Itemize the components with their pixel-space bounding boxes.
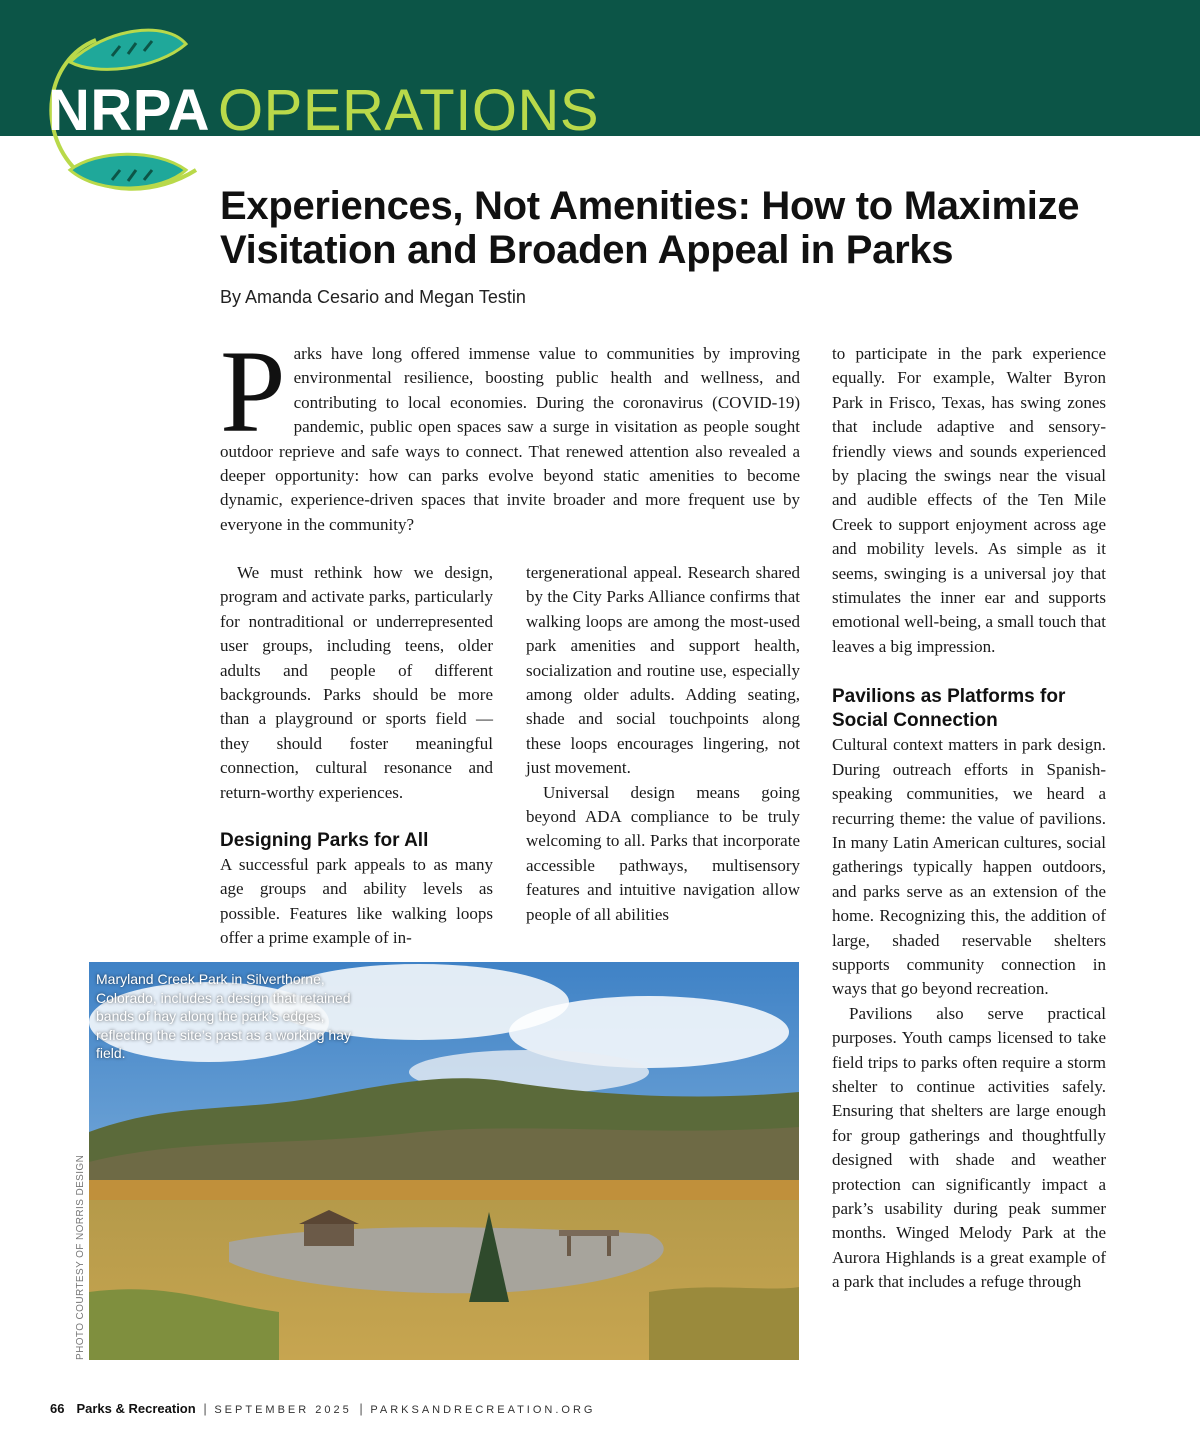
paragraph: Cultural context matters in park design. During outreach efforts in Spanish-speaking communities, we heard a recurring theme: the value of pavilions. In many Latin American cultures, social gatherings typically happen outdoors, and parks serve as an extension of the home. Recognizing this, the addition of large, shaded reservable shelters supports community connection in ways that go beyond recreation.: [832, 735, 1106, 999]
paragraph: Pavilions also serve practical purposes. Youth camps licensed to take field trips to parks often require a storm shelter to continue activities safely. Ensuring that shelters are large enough for group gatherings and thoughtfully designed with shade and weather protection can significantly impact a park’s usability during peak summer months. Winged Melody Park at the Aurora Highlands is a great example of a park that includes a refuge through: [832, 1003, 1106, 1292]
photo-caption: Maryland Creek Park in Silverthorne, Colorado, includes a design that retained bands of hay along the park’s edges, reflecting the site’s past as a working hay field.: [96, 971, 351, 1061]
section-name: OPERATIONS: [218, 78, 600, 143]
page-number: 66: [50, 1401, 65, 1416]
paragraph: A successful park appeals to as many age groups and ability levels as possible. Features like walking loops offer a prime example of in-: [220, 855, 493, 948]
issue-date: SEPTEMBER 2025: [214, 1404, 352, 1416]
photo-credit: PHOTO COURTESY OF NORRIS DESIGN: [75, 1154, 86, 1360]
column-left: [220, 561, 493, 951]
website-link[interactable]: PARKSANDRECREATION.ORG: [370, 1404, 596, 1416]
subhead-designing-parks: Designing Parks for All: [220, 830, 429, 852]
org-name: NRPA: [48, 78, 211, 143]
page-footer: [50, 1401, 595, 1416]
column-middle: [526, 561, 800, 927]
leaf-top-icon: [70, 30, 186, 69]
magazine-name: Parks & Recreation: [76, 1401, 196, 1416]
byline: By Amanda Cesario and Megan Testin: [220, 287, 526, 307]
paragraph: Universal design means going beyond ADA compliance to be truly welcoming to all. Parks that incorporate accessible pathways, multisensory features and intuitive navigation allow people of all abilities: [526, 782, 800, 924]
footer-separator: |: [359, 1401, 363, 1416]
section-title: [48, 80, 599, 142]
paragraph: to participate in the park experience equally. For example, Walter Byron Park in Frisco, Texas, has swing zones that include adaptive and sensory-friendly views and sounds experienced by placing the swings near the visual and audible effects of the Ten Mile Creek to support enjoyment across age and mobility levels. As simple as it seems, swinging is a universal joy that stimulates the inner ear and supports emotional well-being, a small touch that leaves a big impression.: [832, 344, 1106, 656]
subhead-pavilions: Pavilions as Platforms for Social Connection: [832, 686, 1066, 732]
paragraph: We must rethink how we design, program and activate parks, particularly for nontraditional or underrepresented user groups, including teens, older adults and people of different backgrounds. Parks should be more than a playground or sports field — they should foster meaningful connection, cultural resonance and return-worthy experiences.: [220, 563, 493, 802]
article-title: Experiences, Not Amenities: How to Maximize Visitation and Broaden Appeal in Parks: [220, 184, 1080, 272]
intro-paragraph: [220, 326, 800, 537]
drop-cap: P: [220, 326, 286, 457]
column-right: [832, 342, 1106, 1295]
intro-text: arks have long offered immense value to communities by improving environmental resilience, boosting public health and wellness, and contributing to local economies. During the coronavirus (COVID-19) pandemic, public open spaces saw a surge in visitation as people sought outdoor reprieve and safe ways to connect. That renewed attention also revealed a deeper opportunity: how can parks evolve beyond static amenities to become dynamic, experience-driven spaces that invite broader and more frequent use by everyone in the community?: [220, 344, 800, 534]
footer-separator: |: [203, 1401, 207, 1416]
paragraph: tergenerational appeal. Research shared by the City Parks Alliance confirms that walking loops are among the most-used park amenities and support health, socialization and routine use, especially among older adults. Adding seating, shade and social touchpoints along these loops encourages lingering, not just movement.: [526, 563, 800, 778]
